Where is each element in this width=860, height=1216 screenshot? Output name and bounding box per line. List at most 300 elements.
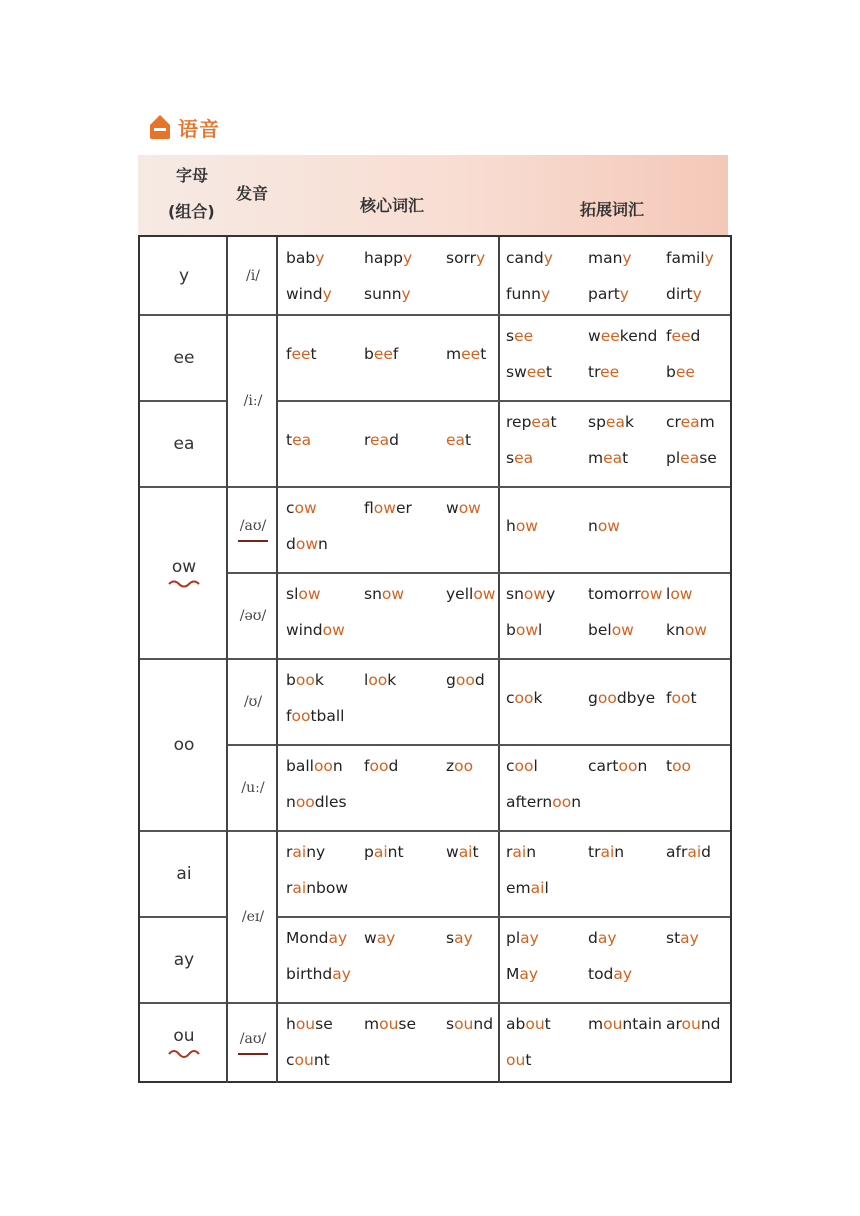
highlighted-letters: ay — [520, 929, 539, 947]
highlighted-letters: ea — [603, 449, 623, 467]
extended-vocab-word — [666, 585, 692, 603]
core-vocab-word — [446, 345, 486, 363]
divider — [140, 486, 226, 488]
highlighted-letters: y — [315, 249, 325, 267]
highlighted-letters: ai — [600, 843, 615, 861]
extended-vocab-word — [588, 965, 632, 983]
word-part: se — [398, 1015, 417, 1033]
word-part: g — [588, 689, 598, 707]
phonetic-cell: /əʊ/ — [239, 608, 267, 624]
word-part: f — [666, 327, 672, 345]
core-vocab-word — [364, 249, 412, 267]
extended-vocab-word — [588, 843, 624, 861]
core-vocab-word — [286, 757, 343, 775]
word-part: f — [392, 345, 399, 363]
word-part: cand — [506, 249, 544, 267]
word-part: cr — [666, 413, 681, 431]
divider — [278, 830, 730, 832]
word-part: l — [544, 879, 549, 897]
header-pronunciation: 发音 — [236, 184, 269, 203]
word-part: c — [286, 499, 295, 517]
highlighted-letters: ow — [458, 499, 481, 517]
phonetic-cell-au-2 — [228, 1003, 278, 1083]
extended-vocab-word — [666, 285, 702, 303]
word-part: r — [506, 843, 513, 861]
extended-vocab-word — [506, 793, 581, 811]
word-part: t — [310, 345, 317, 363]
word-part: happ — [364, 249, 403, 267]
extended-vocab-word — [666, 327, 700, 345]
core-vocab-word — [446, 757, 473, 775]
word-part: dles — [314, 793, 347, 811]
core-vocab-word — [286, 965, 351, 983]
highlighted-letters: y — [543, 249, 553, 267]
word-part: k — [624, 413, 634, 431]
core-vocab-word — [364, 757, 398, 775]
word-part: nt — [313, 1051, 330, 1069]
divider — [140, 830, 226, 832]
word-part: d — [701, 843, 711, 861]
word-part: bab — [286, 249, 316, 267]
word-part: st — [666, 929, 681, 947]
word-part: r — [286, 843, 293, 861]
word-part: b — [666, 363, 676, 381]
extended-vocab-word — [666, 929, 699, 947]
word-part: se — [315, 1015, 333, 1033]
highlighted-letters: oo — [597, 689, 617, 707]
highlighted-letters: ai — [292, 879, 307, 897]
highlighted-letters: ay — [613, 965, 633, 983]
extended-vocab-word — [666, 757, 691, 775]
extended-vocab-word — [506, 249, 553, 267]
word-part: M — [506, 965, 520, 983]
divider — [140, 400, 226, 402]
word-part: n — [637, 757, 648, 775]
word-part: t — [480, 345, 487, 363]
word-part: s — [506, 327, 515, 345]
highlighted-letters: ow — [298, 585, 321, 603]
highlighted-letters: oo — [672, 757, 692, 775]
word-part: t — [525, 1051, 532, 1069]
highlighted-letters: ow — [294, 499, 317, 517]
word-part: b — [286, 671, 296, 689]
word-part: w — [446, 499, 459, 517]
word-part: funn — [506, 285, 541, 303]
word-part: n — [286, 793, 296, 811]
extended-vocab-word — [588, 327, 657, 345]
highlighted-letters: ou — [603, 1015, 623, 1033]
highlighted-letters: ow — [515, 621, 539, 639]
core-vocab-word — [286, 929, 347, 947]
word-part: se — [699, 449, 717, 467]
word-part: birthd — [286, 965, 333, 983]
word-part: t — [472, 843, 479, 861]
word-part: n — [614, 843, 625, 861]
core-vocab-word — [364, 585, 404, 603]
word-part: c — [286, 1051, 295, 1069]
letter-label: ow — [171, 557, 197, 577]
highlighted-letters: ea — [292, 431, 312, 449]
word-part: pl — [666, 449, 681, 467]
highlighted-letters: ai — [458, 843, 473, 861]
core-vocab-word — [446, 249, 485, 267]
letter-cell: y — [178, 266, 190, 286]
word-part: f — [666, 689, 672, 707]
word-part: n — [588, 517, 598, 535]
highlighted-letters: oo — [455, 671, 475, 689]
extended-vocab-word — [588, 449, 628, 467]
core-vocab-word — [286, 843, 325, 861]
divider — [278, 314, 730, 316]
word-part: kend — [619, 327, 658, 345]
word-part: tr — [588, 843, 601, 861]
highlighted-letters: ou — [295, 1015, 316, 1033]
letter-cell: oo — [173, 735, 195, 755]
word-part: l — [364, 671, 369, 689]
highlighted-letters: ow — [322, 621, 345, 639]
word-part: b — [364, 345, 374, 363]
extended-vocab-word — [588, 689, 655, 707]
highlighted-letters: oo — [368, 671, 388, 689]
highlighted-letters: ou — [506, 1051, 526, 1069]
highlighted-letters: ow — [684, 621, 707, 639]
core-vocab-word — [364, 1015, 416, 1033]
phonetic-cell: /i/ — [246, 268, 260, 284]
extended-vocab-word — [666, 449, 717, 467]
highlighted-letters: ea — [514, 449, 534, 467]
word-part: t — [544, 1015, 551, 1033]
divider — [228, 830, 276, 832]
divider — [228, 1002, 276, 1004]
core-vocab-word — [286, 585, 321, 603]
word-part: d — [474, 671, 485, 689]
highlighted-letters: ea — [680, 449, 700, 467]
highlighted-letters: ee — [526, 363, 546, 381]
highlighted-letters: ea — [680, 413, 700, 431]
word-part: h — [286, 1015, 296, 1033]
word-part: t — [622, 449, 629, 467]
letter-cell-ow — [140, 487, 228, 659]
word-part: d — [389, 431, 399, 449]
extended-vocab-word — [588, 929, 617, 947]
word-part: Mond — [286, 929, 329, 947]
highlighted-letters: ay — [680, 929, 699, 947]
word-part: sn — [364, 585, 382, 603]
core-vocab-word — [364, 671, 396, 689]
core-vocab-word — [286, 671, 324, 689]
core-vocab-word — [446, 929, 473, 947]
phonetic-cell: /uː/ — [241, 780, 265, 796]
word-part: r — [364, 431, 371, 449]
extended-vocab-word — [666, 689, 697, 707]
word-part: sp — [588, 413, 606, 431]
highlighted-letters: y — [692, 285, 702, 303]
header-extended-vocab: 拓展词汇 — [580, 200, 645, 219]
phonetic-cell: /iː/ — [243, 393, 263, 409]
highlighted-letters: y — [622, 249, 632, 267]
highlighted-letters: ow — [473, 585, 496, 603]
word-part: n — [318, 535, 328, 553]
extended-vocab-word — [506, 1051, 531, 1069]
core-vocab-word — [364, 499, 412, 517]
highlighted-letters: y — [476, 249, 486, 267]
core-vocab-word — [286, 499, 317, 517]
highlighted-letters: y — [322, 285, 332, 303]
word-part: n — [571, 793, 582, 811]
core-vocab-word — [286, 707, 344, 725]
word-part: p — [364, 843, 374, 861]
word-part: tball — [310, 707, 345, 725]
word-part: m — [588, 449, 604, 467]
word-part: famil — [666, 249, 705, 267]
word-part: wind — [286, 285, 323, 303]
underline-mark — [238, 540, 268, 542]
word-part: z — [446, 757, 455, 775]
highlighted-letters: ou — [681, 1015, 701, 1033]
extended-vocab-word — [506, 689, 542, 707]
word-part: nd — [700, 1015, 721, 1033]
wavy-underline-icon — [167, 579, 201, 589]
core-vocab-word — [286, 535, 328, 553]
letter-cell: ai — [176, 864, 192, 884]
word-part: c — [506, 757, 515, 775]
highlighted-letters: ee — [373, 345, 393, 363]
word-part: ntain — [622, 1015, 662, 1033]
word-part: kn — [666, 621, 685, 639]
word-part: em — [506, 879, 531, 897]
word-part: r — [286, 879, 293, 897]
core-vocab-word — [286, 879, 348, 897]
core-vocab-word — [286, 1051, 330, 1069]
word-part: w — [446, 843, 459, 861]
divider — [498, 237, 500, 1083]
extended-vocab-word — [666, 363, 695, 381]
core-vocab-word — [286, 1015, 333, 1033]
word-part: sw — [506, 363, 527, 381]
word-part: t — [550, 413, 557, 431]
word-part: n — [332, 757, 343, 775]
word-part: s — [446, 1015, 455, 1033]
highlighted-letters: oo — [454, 757, 474, 775]
extended-vocab-word — [506, 929, 539, 947]
word-part: n — [526, 843, 537, 861]
extended-vocab-word — [506, 757, 538, 775]
core-vocab-word — [446, 431, 471, 449]
highlighted-letters: ow — [640, 585, 663, 603]
word-part: m — [446, 345, 462, 363]
section-title: 语音 — [178, 116, 220, 141]
word-part: part — [588, 285, 620, 303]
core-vocab-word — [286, 431, 311, 449]
highlighted-letters: ow — [597, 517, 620, 535]
word-part: aftern — [506, 793, 553, 811]
word-part: bel — [588, 621, 612, 639]
header-letter-line2: (组合) — [168, 202, 215, 221]
underline-mark — [238, 1053, 268, 1055]
extended-vocab-word — [588, 585, 662, 603]
word-part: k — [387, 671, 397, 689]
divider — [228, 744, 276, 746]
extended-vocab-word — [588, 621, 634, 639]
speech-bubble-icon — [146, 113, 174, 141]
divider — [140, 658, 226, 660]
extended-vocab-word — [506, 363, 552, 381]
divider — [228, 486, 276, 488]
word-part: ny — [306, 843, 326, 861]
word-part: g — [446, 671, 456, 689]
highlighted-letters: ai — [512, 843, 527, 861]
highlighted-letters: oo — [295, 671, 315, 689]
highlighted-letters: oo — [295, 793, 315, 811]
highlighted-letters: ou — [379, 1015, 399, 1033]
word-part: d — [588, 929, 598, 947]
word-part: t — [545, 363, 552, 381]
highlighted-letters: ai — [687, 843, 702, 861]
word-part: yell — [446, 585, 474, 603]
word-part: nd — [473, 1015, 494, 1033]
core-vocab-word — [446, 499, 481, 517]
word-part: l — [666, 585, 671, 603]
core-vocab-word — [364, 929, 395, 947]
word-part: m — [699, 413, 715, 431]
highlighted-letters: oo — [291, 707, 311, 725]
highlighted-letters: oo — [618, 757, 638, 775]
word-part: man — [588, 249, 623, 267]
word-part: tr — [588, 363, 601, 381]
extended-vocab-word — [506, 449, 533, 467]
extended-vocab-word — [588, 517, 620, 535]
word-part: tomorr — [588, 585, 641, 603]
highlighted-letters: y — [403, 249, 413, 267]
core-vocab-word — [446, 843, 479, 861]
highlighted-letters: ee — [461, 345, 481, 363]
phonetic-label: /aʊ/ — [239, 1031, 267, 1047]
divider — [278, 916, 730, 918]
word-part: t — [465, 431, 472, 449]
word-part: afr — [666, 843, 688, 861]
core-vocab-word — [286, 621, 345, 639]
highlighted-letters: ea — [446, 431, 466, 449]
word-part: t — [286, 431, 293, 449]
highlighted-letters: ee — [514, 327, 534, 345]
extended-vocab-word — [588, 757, 647, 775]
word-part: s — [506, 449, 515, 467]
divider — [228, 314, 276, 316]
word-part: w — [588, 327, 601, 345]
highlighted-letters: ay — [328, 929, 348, 947]
highlighted-letters: oo — [671, 689, 691, 707]
letter-cell: ay — [173, 950, 195, 970]
highlighted-letters: ay — [597, 929, 617, 947]
extended-vocab-word — [506, 879, 549, 897]
word-part: k — [314, 671, 324, 689]
highlighted-letters: y — [619, 285, 629, 303]
phonetic-cell: /ʊ/ — [243, 694, 263, 710]
highlighted-letters: ay — [519, 965, 539, 983]
extended-vocab-word — [506, 413, 557, 431]
phonics-table — [138, 155, 734, 1085]
core-vocab-word — [446, 671, 485, 689]
word-part: ar — [666, 1015, 682, 1033]
divider — [278, 486, 730, 488]
letter-cell: ee — [173, 348, 195, 368]
highlighted-letters: y — [540, 285, 551, 303]
word-part: m — [588, 1015, 604, 1033]
extended-vocab-word — [666, 1015, 721, 1033]
highlighted-letters: ow — [381, 585, 405, 603]
word-part: rep — [506, 413, 532, 431]
word-part: l — [533, 757, 538, 775]
highlighted-letters: ow — [523, 585, 547, 603]
word-part: k — [533, 689, 543, 707]
highlighted-letters: ai — [530, 879, 545, 897]
word-part: f — [364, 757, 370, 775]
word-part: f — [286, 345, 292, 363]
highlighted-letters: ow — [373, 499, 396, 517]
highlighted-letters: oo — [552, 793, 572, 811]
highlighted-letters: ea — [531, 413, 551, 431]
word-part: y — [546, 585, 556, 603]
extended-vocab-word — [506, 621, 542, 639]
extended-vocab-word — [588, 363, 619, 381]
word-part: wind — [286, 621, 323, 639]
extended-vocab-word — [588, 249, 632, 267]
divider — [278, 658, 730, 660]
highlighted-letters: ow — [611, 621, 634, 639]
divider — [278, 1002, 730, 1004]
letter-cell-ou — [140, 1003, 228, 1083]
phonetic-label: /aʊ/ — [239, 518, 267, 534]
extended-vocab-word — [666, 413, 715, 431]
extended-vocab-word — [506, 285, 550, 303]
extended-vocab-word — [506, 517, 538, 535]
core-vocab-word — [364, 285, 411, 303]
extended-vocab-word — [506, 1015, 551, 1033]
word-part: sorr — [446, 249, 477, 267]
word-part: tod — [588, 965, 614, 983]
word-part: ab — [506, 1015, 526, 1033]
extended-vocab-word — [588, 285, 629, 303]
word-part: b — [506, 621, 516, 639]
highlighted-letters: ou — [525, 1015, 545, 1033]
divider — [140, 1002, 226, 1004]
highlighted-letters: oo — [313, 757, 333, 775]
core-vocab-word — [446, 585, 496, 603]
highlighted-letters: ee — [600, 327, 620, 345]
extended-vocab-word — [588, 1015, 662, 1033]
extended-vocab-word — [666, 621, 707, 639]
extended-vocab-word — [506, 585, 555, 603]
highlighted-letters: ai — [292, 843, 307, 861]
highlighted-letters: ay — [332, 965, 351, 983]
word-part: f — [286, 707, 292, 725]
word-part: dirt — [666, 285, 693, 303]
highlighted-letters: ee — [291, 345, 311, 363]
extended-vocab-word — [588, 413, 634, 431]
highlighted-letters: ow — [670, 585, 693, 603]
header-letter-line1: 字母 — [176, 166, 209, 185]
word-part: s — [446, 929, 455, 947]
highlighted-letters: ee — [600, 363, 620, 381]
core-vocab-word — [364, 345, 398, 363]
highlighted-letters: ay — [376, 929, 396, 947]
highlighted-letters: ea — [370, 431, 390, 449]
core-vocab-word — [286, 249, 324, 267]
word-part: m — [364, 1015, 380, 1033]
highlighted-letters: ai — [373, 843, 388, 861]
table-body — [138, 235, 732, 1083]
word-part: nt — [387, 843, 404, 861]
